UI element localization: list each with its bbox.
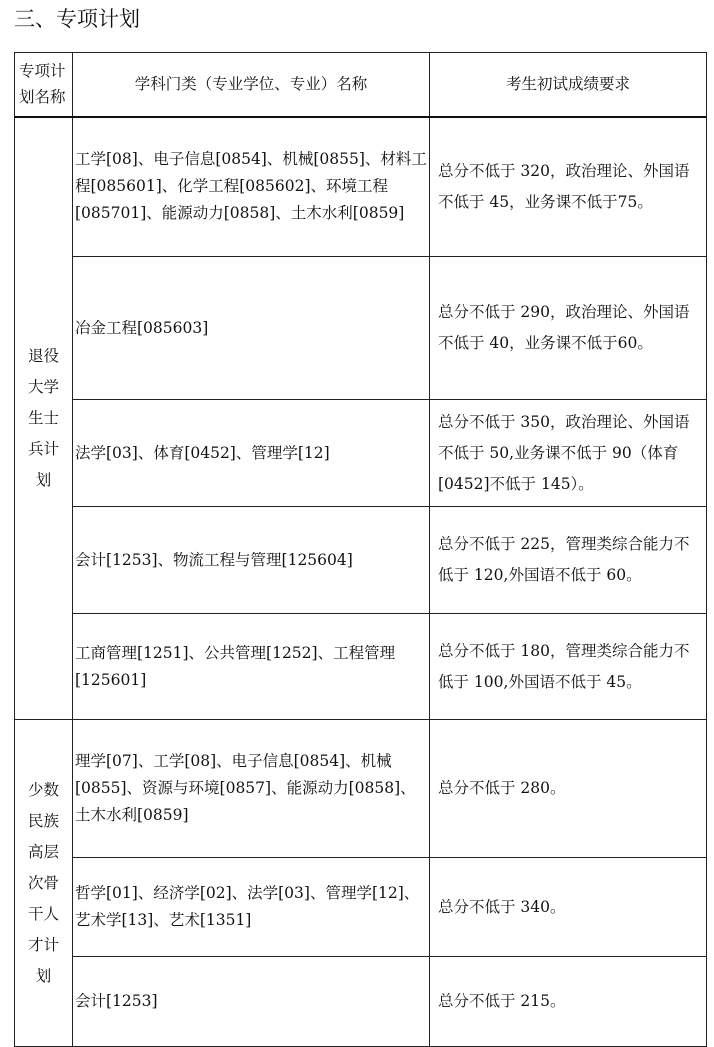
major-cell: 理学[07]、工学[08]、电子信息[0854]、机械[0855]、资源与环境[0857]、能源动力[0858]、土木水利[0859] bbox=[73, 720, 430, 858]
table-row bbox=[15, 614, 707, 720]
major-cell: 会计[1253] bbox=[73, 957, 430, 1047]
requirement-cell: 总分不低于 215。 bbox=[430, 957, 707, 1047]
requirement-cell: 总分不低于 180，管理类综合能力不低于 100,外国语不低于 45。 bbox=[430, 614, 707, 720]
table-header-row bbox=[15, 53, 707, 117]
table-row bbox=[15, 507, 707, 614]
major-cell: 冶金工程[085603] bbox=[73, 257, 430, 400]
requirement-cell: 总分不低于 225，管理类综合能力不低于 120,外国语不低于 60。 bbox=[430, 507, 707, 614]
special-plan-table bbox=[14, 52, 707, 1047]
requirement-cell: 总分不低于 340。 bbox=[430, 858, 707, 957]
header-plan-name: 专项计划名称 bbox=[15, 53, 73, 117]
table-row bbox=[15, 117, 707, 257]
header-major: 学科门类（专业学位、专业）名称 bbox=[73, 53, 430, 117]
major-cell: 工学[08]、电子信息[0854]、机械[0855]、材料工程[085601]、化学工程[085602]、环境工程[085701]、能源动力[0858]、土木水利[0859] bbox=[73, 117, 430, 257]
major-cell: 哲学[01]、经济学[02]、法学[03]、管理学[12]、艺术学[13]、艺术[1351] bbox=[73, 858, 430, 957]
table-row bbox=[15, 720, 707, 858]
table-row bbox=[15, 957, 707, 1047]
header-requirement: 考生初试成绩要求 bbox=[430, 53, 707, 117]
table-row bbox=[15, 400, 707, 507]
plan-name-cell: 退役大学生士兵计划 bbox=[15, 117, 73, 720]
section-heading: 三、专项计划 bbox=[14, 7, 140, 31]
requirement-cell: 总分不低于 280。 bbox=[430, 720, 707, 858]
requirement-cell: 总分不低于 350，政治理论、外国语不低于 50,业务课不低于 90（体育[0452]不低于 145）。 bbox=[430, 400, 707, 507]
major-cell: 工商管理[1251]、公共管理[1252]、工程管理[125601] bbox=[73, 614, 430, 720]
table-row bbox=[15, 257, 707, 400]
table-row bbox=[15, 858, 707, 957]
plan-name-cell: 少数民族高层次骨干人才计划 bbox=[15, 720, 73, 1047]
major-cell: 法学[03]、体育[0452]、管理学[12] bbox=[73, 400, 430, 507]
requirement-cell: 总分不低于 320，政治理论、外国语不低于 45，业务课不低于75。 bbox=[430, 117, 707, 257]
requirement-cell: 总分不低于 290，政治理论、外国语不低于 40，业务课不低于60。 bbox=[430, 257, 707, 400]
major-cell: 会计[1253]、物流工程与管理[125604] bbox=[73, 507, 430, 614]
